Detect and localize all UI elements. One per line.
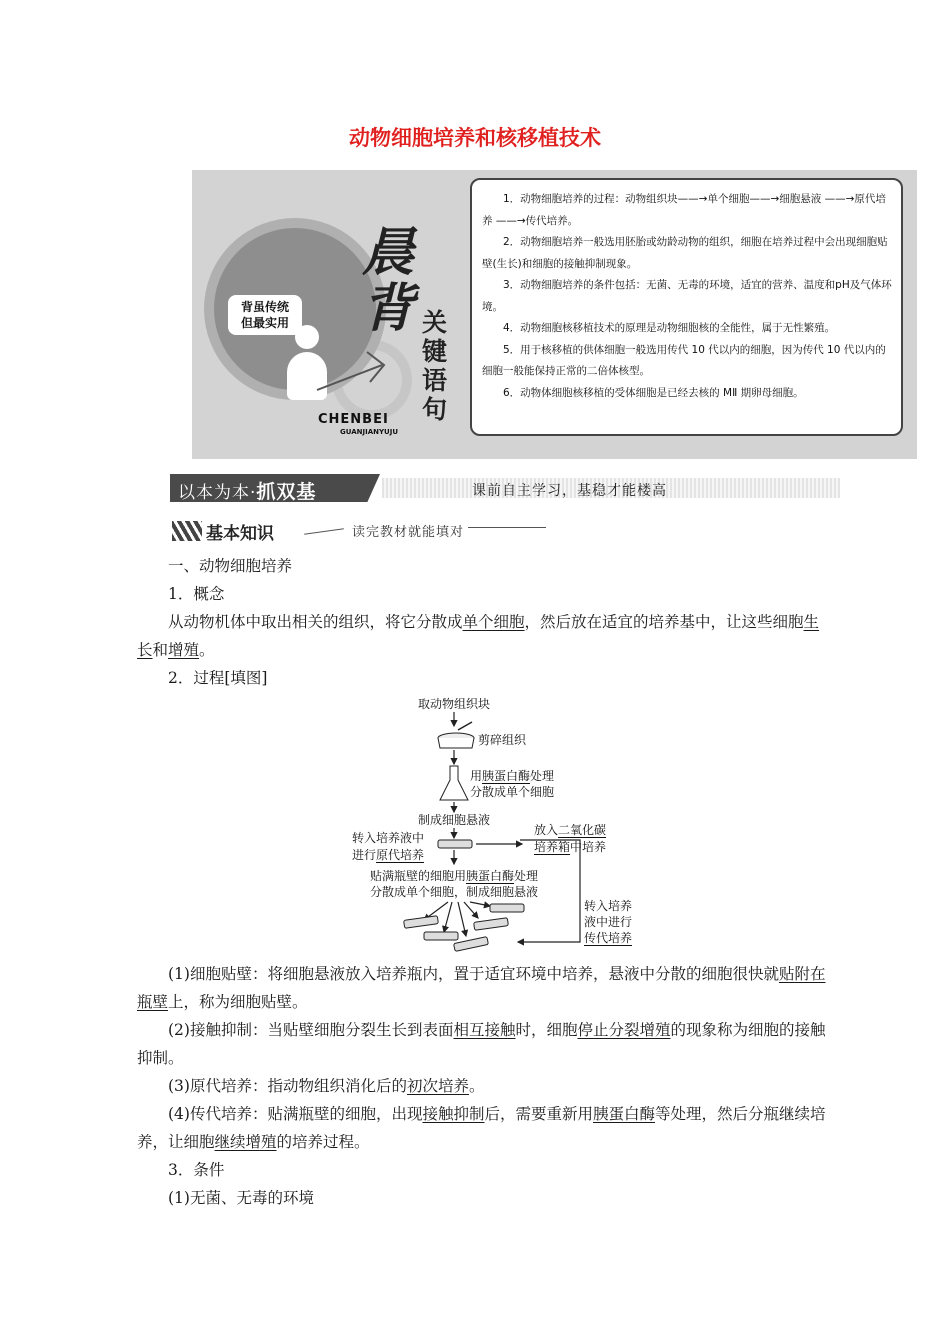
step-label <box>584 930 632 946</box>
text: 和 <box>152 641 169 659</box>
answer: 贴附在瓶壁 <box>137 965 826 1011</box>
paragraph <box>137 1100 827 1156</box>
paragraph <box>137 960 827 1016</box>
text: (3)原代培养：指动物组织消化后的 <box>168 1077 407 1095</box>
text: 的培养过程。 <box>276 1133 370 1151</box>
answer: 单个细胞 <box>462 613 525 631</box>
subsection-tagline: 读完教材就能填对 <box>352 525 465 540</box>
section-label-b: 抓双基 <box>256 481 317 503</box>
step-label: 转入培养 <box>584 899 633 913</box>
key-sentences-card <box>470 178 903 436</box>
key-sentence: 3．动物细胞培养的条件包括：无菌、无毒的环境，适宜的营养、温度和pH及气体环境。 <box>482 279 892 313</box>
step-label <box>534 822 606 838</box>
step-label <box>470 768 554 784</box>
section-label <box>178 477 316 504</box>
text: 从动物机体中取出相关的组织，将它分散成 <box>168 613 463 631</box>
text: ，然后放在适宜的培养基中，让这些细胞 <box>524 613 804 631</box>
heading: 3．条件 <box>168 1161 225 1179</box>
body-section-1 <box>137 552 827 692</box>
step-label: 分散成单个细胞，制成细胞悬液 <box>370 885 539 899</box>
key-sentence: 4．动物细胞核移植技术的原理是动物细胞核的全能性，属于无性繁殖。 <box>503 322 836 334</box>
key-sentence: 6．动物体细胞核移植的受体细胞是已经去核的 MⅡ 期卵母细胞。 <box>503 386 804 399</box>
answer: 原代培养 <box>376 848 425 862</box>
banner-side-chars: 关键语句 <box>422 308 448 424</box>
text: 中培养 <box>570 840 607 854</box>
step-label: 分散成单个细胞 <box>470 785 555 799</box>
subsection-header <box>172 519 552 543</box>
text: 用 <box>470 769 483 783</box>
step-label <box>534 839 606 855</box>
banner-big-chars: 晨背 <box>362 223 415 339</box>
answer: 胰蛋白酶 <box>482 769 531 783</box>
text: 时，细胞 <box>515 1021 578 1039</box>
step-label: 取动物组织块 <box>418 697 491 711</box>
text: 贴满瓶壁的细胞用 <box>370 869 467 883</box>
answer: 相互接触 <box>453 1021 516 1039</box>
key-sentence: 2．动物细胞培养一般选用胚胎或幼龄动物的组织，细胞在培养过程中会出现细胞贴壁(生长)和细胞的接触抑制现象。 <box>482 236 888 270</box>
section-bar <box>170 474 840 502</box>
answer: 二氧化碳 <box>558 823 607 837</box>
heading: 一、动物细胞培养 <box>168 557 293 575</box>
text: 。 <box>199 641 215 659</box>
slogan-line: 但最实用 <box>240 316 289 330</box>
paragraph <box>137 1072 827 1100</box>
answer: 生长 <box>137 613 820 659</box>
text: 后，需要重新用 <box>484 1105 593 1123</box>
heading: 1．概念 <box>168 585 225 603</box>
answer: 胰蛋白酶 <box>593 1105 656 1123</box>
step-label: 制成细胞悬液 <box>418 813 491 827</box>
paragraph <box>137 608 827 664</box>
answer: 接触抑制 <box>422 1105 485 1123</box>
step-label: 剪碎组织 <box>478 733 527 747</box>
heading: 2．过程[填图] <box>168 669 268 687</box>
key-sentences-banner <box>192 170 917 459</box>
step-label: 液中进行 <box>584 915 633 929</box>
subsection-title: 基本知识 <box>206 524 274 544</box>
culture-process-diagram <box>340 692 640 952</box>
text: 处理 <box>530 769 555 783</box>
arrow-icon <box>312 340 392 400</box>
slogan-line: 背虽传统 <box>240 300 289 314</box>
text: (4)传代培养：贴满瓶壁的细胞，出现 <box>168 1105 423 1123</box>
divider <box>468 527 546 528</box>
answer: 培养箱 <box>534 840 571 854</box>
key-sentence: 5．用于核移植的供体细胞一般选用传代 10 代以内的细胞，因为传代 10 代以内的细胞一般能保持正常的二倍体核型。 <box>482 343 886 377</box>
text: 进行 <box>352 848 377 862</box>
paragraph <box>137 1016 827 1072</box>
text: 的现象称为细胞的接触抑制。 <box>137 1021 826 1067</box>
text: 放入 <box>534 823 559 837</box>
text: 。 <box>468 1077 485 1095</box>
answer: 初次培养 <box>406 1077 469 1095</box>
brand-sub: GUANJIANYUJU <box>340 428 399 436</box>
text: 上，称为细胞贴壁。 <box>168 993 308 1011</box>
answer: 停止分裂增殖 <box>577 1021 671 1039</box>
answer: 增殖 <box>168 641 200 659</box>
answer: 胰蛋白酶 <box>466 869 515 883</box>
section-motto: 课前自主学习，基稳才能楼高 <box>472 483 667 499</box>
brand-en: CHENBEI <box>318 412 389 427</box>
body-section-2 <box>137 960 827 1212</box>
text: 处理 <box>514 869 539 883</box>
step-label <box>352 847 424 863</box>
page-title: 动物细胞培养和核移植技术 <box>349 126 601 150</box>
section-label-a: 以本为本· <box>178 483 257 503</box>
text: (2)接触抑制：当贴壁细胞分裂生长到表面 <box>168 1021 454 1039</box>
divider <box>304 528 344 535</box>
slash-icon <box>172 521 202 541</box>
answer: 继续增殖 <box>214 1133 277 1151</box>
text: (1)细胞贴壁：将细胞悬液放入培养瓶内，置于适宜环境中培养，悬液中分散的细胞很快就 <box>168 965 779 983</box>
key-sentence: 1．动物细胞培养的过程：动物组织块——→单个细胞——→细胞悬液 ——→原代培养 ——→传代培养。 <box>482 193 886 227</box>
slogan-bubble <box>228 295 302 335</box>
text: 等处理，然后分瓶继续培养，让细胞 <box>137 1105 826 1151</box>
answer: 传代培养 <box>584 931 633 945</box>
step-label: 转入培养液中 <box>352 831 425 845</box>
paragraph: (1)无菌、无毒的环境 <box>168 1189 314 1207</box>
step-label <box>370 868 538 884</box>
